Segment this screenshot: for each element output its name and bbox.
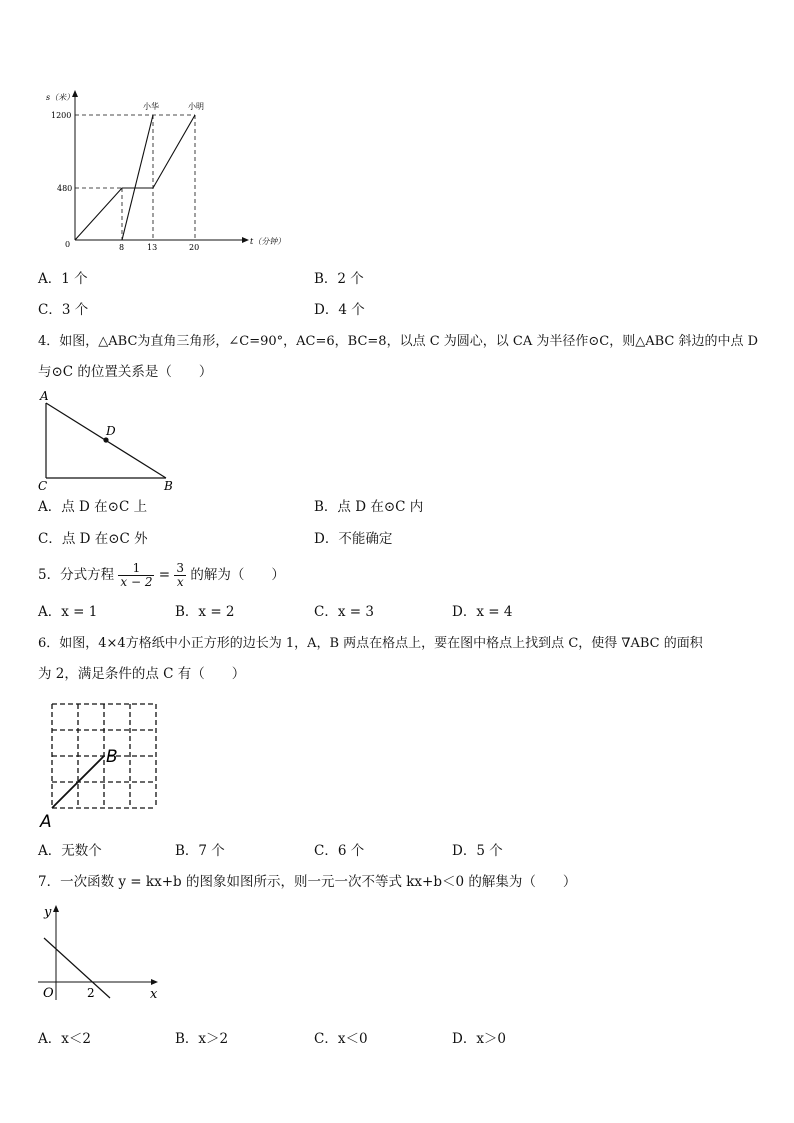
origin-label: 0	[65, 240, 71, 249]
label-origin: O	[43, 986, 54, 1001]
point-d	[103, 437, 108, 442]
x-axis-label: t（分钟）	[250, 237, 286, 246]
q5-option-c: C．x = 3	[314, 604, 374, 620]
y-tick-1200: 1200	[51, 111, 72, 120]
q7-option-b: B．x＞2	[175, 1031, 229, 1047]
q4-option-b: B．点 D 在⊙C 内	[314, 499, 424, 515]
y-axis-label: s（米）	[46, 93, 75, 102]
label-xiaoming: 小明	[188, 102, 204, 111]
label-y: y	[44, 905, 52, 920]
label-a: A	[40, 389, 49, 403]
q6-option-c: C．6 个	[314, 843, 365, 859]
q5-prefix: 5．分式方程	[38, 567, 115, 583]
q6-option-b: B．7 个	[175, 843, 225, 859]
xiaoming-line	[75, 115, 195, 240]
x-tick-13: 13	[147, 243, 158, 252]
x-axis-arrow	[242, 237, 249, 243]
xiaohua-line	[122, 115, 153, 240]
q3-option-b: B．2 个	[314, 271, 364, 287]
q5-frac1-num: 1	[118, 562, 154, 576]
q7-option-d: D．x＞0	[452, 1031, 507, 1047]
q4-triangle-figure	[36, 388, 181, 494]
y-tick-480: 480	[57, 184, 73, 193]
q4-stem-line1: 4．如图，△ABC为直角三角形，∠C=90°，AC=6，BC=8，以点 C 为圆心，以 CA 为半径作⊙C，则△ABC 斜边的中点 D	[38, 334, 759, 349]
x-axis-arrow	[151, 979, 158, 985]
q7-option-a: A．x＜2	[38, 1031, 91, 1047]
q4-option-a: A．点 D 在⊙C 上	[38, 499, 148, 515]
q4-option-d: D．不能确定	[314, 531, 393, 547]
label-two: 2	[87, 986, 95, 1000]
q5-frac1-den: x − 2	[120, 575, 153, 589]
label-b: B	[164, 479, 173, 493]
q3-option-c: C．3 个	[38, 302, 89, 318]
label-d: D	[106, 424, 116, 438]
q3-option-a: A．1 个	[38, 271, 88, 287]
label-a: A	[40, 812, 52, 832]
q5-frac2-den: x	[176, 575, 184, 589]
label-c: C	[38, 479, 48, 493]
q5-equals: =	[158, 567, 171, 583]
q6-stem-line1: 6．如图，4×4方格纸中小正方形的边长为 1，A，B 两点在格点上，要在图中格点上找到点 C，使得 ∇ABC 的面积	[38, 636, 703, 651]
q5-suffix: 的解为（ ）	[190, 567, 285, 583]
q7-linear-graph	[34, 900, 169, 1010]
y-axis-arrow	[53, 905, 59, 912]
function-line	[44, 938, 110, 998]
label-xiaohua: 小华	[143, 102, 159, 111]
q4-option-c: C．点 D 在⊙C 外	[38, 531, 148, 547]
x-tick-8: 8	[119, 243, 125, 252]
q5-stem	[38, 555, 285, 595]
q5-frac2-num: 3	[176, 561, 185, 575]
q6-option-a: A．无数个	[38, 843, 102, 859]
q5-fraction-2	[174, 562, 186, 589]
q7-stem: 7．一次函数 y = kx+b 的图象如图所示，则一元一次不等式 kx+b＜0 的解集为（ ）	[38, 874, 577, 890]
q6-grid-figure	[38, 700, 163, 830]
q7-option-c: C．x＜0	[314, 1031, 368, 1047]
q4-stem-line2: 与⊙C 的位置关系是（ ）	[38, 364, 213, 380]
label-b: B	[106, 747, 118, 767]
q5-option-b: B．x = 2	[175, 604, 235, 620]
distance-time-graph	[40, 88, 286, 258]
q5-option-d: D．x = 4	[452, 604, 513, 620]
q6-option-d: D．5 个	[452, 843, 503, 859]
x-tick-20: 20	[189, 243, 200, 252]
q3-option-d: D．4 个	[314, 302, 365, 318]
q5-option-a: A．x = 1	[38, 604, 98, 620]
q6-stem-line2: 为 2，满足条件的点 C 有（ ）	[38, 666, 246, 682]
label-x: x	[150, 987, 158, 1002]
q5-fraction-1	[118, 562, 154, 589]
